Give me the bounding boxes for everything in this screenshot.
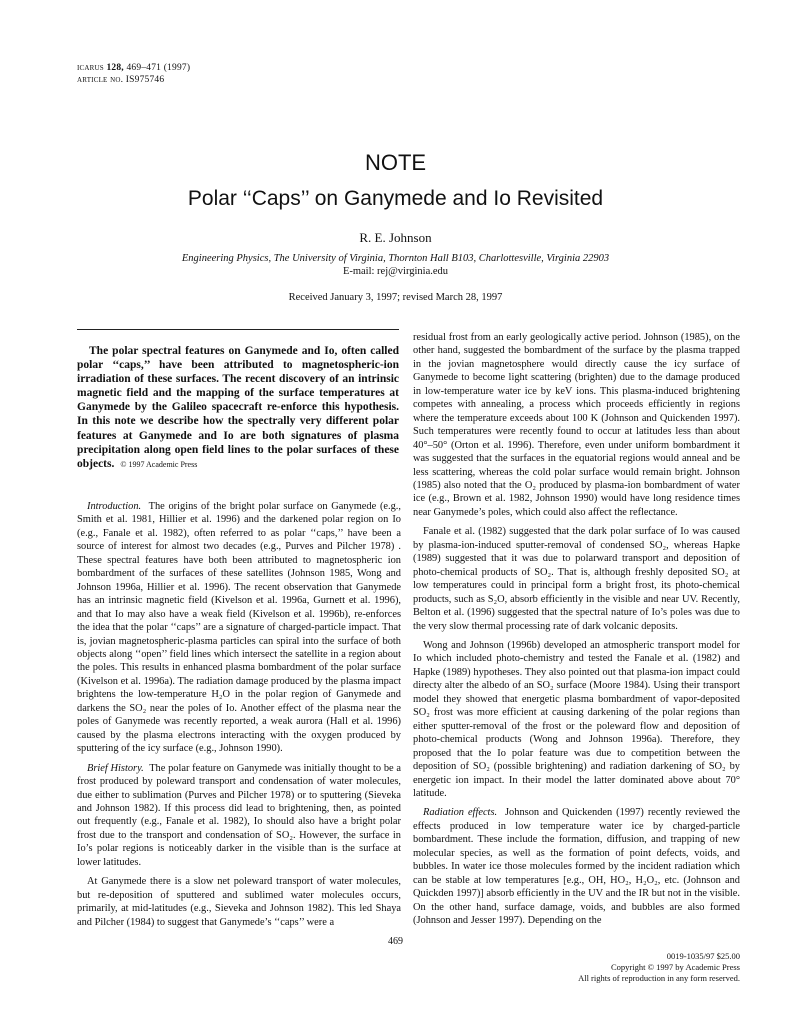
- journal-citation: [77, 62, 190, 86]
- right-paragraph-1: residual frost from an early geologically active period. Johnson (1985), on the other hand, suggested the bombardment of the surface by the plasma trapped in the jovian magnetosphere would directly cause the icy surface of Ganymede to become light scattering (brighten) due to the damage produced in low-temperature water ice by keV ions. This plasma-induced brightening competes with annealing, a process which proceeds efficiently in regions where the temperature exceeds about 100 K (Johnson and Quickenden 1997). Such temperatures were recently found to occur at latitudes less than about 40°–50° (Orton et al. 1996). Therefore, even under uniform bombardment it was suggested that the surfaces in the equatorial regions would anneal and be less scattering, whereas the cold polar surface would remain bright. Johnson (1985) also noted that the O₂ produced by plasma-ion bombardment of water ice (e.g., Brown et al. 1982, Johnson 1990) would have long residence times near Ganymede’s poles, which could also affect the reflectance.: [413, 332, 740, 518]
- affiliation: Engineering Physics, The University of Virginia, Thornton Hall B103, Charlottesville, Virginia 22903: [181, 253, 610, 264]
- article-label: article no.: [77, 75, 124, 85]
- abstract-copyright: © 1997 Academic Press: [120, 459, 198, 469]
- history-text: The polar feature on Ganymede was initially thought to be a frost produced by poleward transport and condensation of water molecules, due either to sublimation (Purves and Pilcher 1978) or to sputtering (Sieveka and Johnson 1982). If this process did lead to brightening, then, as pointed out frequently (e.g., Fanale et al. 1982), Io should also have a bright polar frost due to the transport and condensation of SO₂. However, the surface in Io’s polar regions is noticeably darker in the visible than is the surface at lower latitudes.: [77, 762, 401, 868]
- footer-rights: All rights of reproduction in any form reserved.: [578, 973, 740, 983]
- effects-heading: Radiation effects.: [423, 807, 498, 819]
- right-paragraph-3: Wong and Johnson (1996b) developed an atmospheric transport model for Io which included photo-chemistry and tested the Fanale et al. (1982) and Hapke (1989) hypotheses. They also pointed out that plasma-ion impact could directy alter the albedo of an SO₂ surface (Moore 1984). Using their transport model they showed that energetic plasma bombardment of vapor-deposited SO₂ frost was more efficient at causing darkening of the polar regions than either sputter-removal of the frost or the poleward flow and deposition of photo-chemical products (Wong and Johnson 1996a). Therefore, they proposed that the Io polar feature was due to competition between the deposition of SO₂ (possible brightening) and radiation darkening of SO₂ by energetic ion impact. In their model the latter dominated above about 70° latitude.: [413, 639, 740, 799]
- journal-name: icarus: [77, 63, 104, 73]
- abstract-text: The polar spectral features on Ganymede and Io, often called polar ‘‘caps,’’ have been attributed to magnetospheric-ion irradiation of these surfaces. The recent discovery of an intrinsic magnetic field and the mapping of the surface temperatures at Ganymede by the Galileo spacecraft re-enforce this hypothesis. In this note we describe how the spectrally very different polar features at Ganymede and Io are both signatures of plasma precipitation along open field lines to the polar surfaces of these objects.: [77, 345, 399, 470]
- history-heading: Brief History.: [87, 762, 144, 774]
- history-paragraph: [77, 762, 401, 870]
- footer-copyright: Copyright © 1997 by Academic Press: [611, 962, 740, 972]
- right-paragraph-2: Fanale et al. (1982) suggested that the dark polar surface of Io was caused by plasma-ion-induced sputter-removal of condensed SO₂, whereas Hapke (1989) suggested that it was due to polarward transport and deposition of photo-chemical products of SO₂. That is, although freshly deposited SO₂ at low temperatures could in principal form a bright frost, its photo-chemical products, such as S₂O, absorb efficiently in the visible and near UV. Recently, Belton et al. (1996) suggested that the spectral nature of Io’s poles was due to the very slow thermal processing rate of dark volcanic deposits.: [413, 526, 740, 632]
- intro-text: The origins of the bright polar surface on Ganymede (e.g., Smith et al. 1981, Hillier et al. 1996) and the darkened polar region on Io (e.g., Fanale et al. 1982), often referred to as polar ‘‘caps,’’ have been a source of interest for almost two decades (e.g., Purves and Pilcher 1978) . These spectral features have both been attributed to magnetospheric ion bombardment of the surfaces of these satellites (Johnson 1985, Wong and Johnson 1996a, Hillier et al. 1996). The recent observation that Ganymede has an intrinsic magnetic field (Kivelson et al. 1996a, Gurnett et al. 1996), and that Io may also have a weak field (Kivelson et al. 1996b), re-enforces the idea that the polar ‘‘caps’’ are a signature of charged-particle impact. That is, jovian magnetospheric-plasma particles can spiral into the surface of both objects along ‘‘open’’ field lines which intersect the satellite in a region about the poles. This results in enhanced plasma bombardment of the polar surface (Kivelson et al. 1996a). The radiation damage produced by the plasma impact brightens the low-temperature H₂O in the polar region of Ganymede and darkens the SO₂ near the poles of Io. Another effect of the plasma near the poles of Ganymede was recently reported, a weak aurora (Hall et al. 1996) caused by the plasma electrons interacting with the oxygen produced by sputtering of the icy surface (e.g., Johnson 1990).: [77, 501, 402, 755]
- footer-issn: 0019-1035/97 $25.00: [666, 951, 740, 961]
- journal-pages: 469–471 (1997): [126, 63, 191, 73]
- affiliation-block: [0, 252, 791, 278]
- article-id: IS975746: [125, 75, 165, 85]
- abstract: [77, 344, 399, 472]
- note-heading: NOTE: [364, 150, 427, 175]
- author: R. E. Johnson: [359, 230, 432, 245]
- journal-volume: 128,: [106, 63, 124, 73]
- effects-text: Johnson and Quickenden (1997) recently reviewed the effects produced in low temperature water ice by charged-particle bombardment. These include the formation, diffusion, and trapping of new molecular species, as well as the formation of point defects, voids, and bubbles. In water ice those molecules formed by the incident radiation which can be stable at low temperatures [e.g., OH, HO₂, H₂O₂, etc. (Johnson and Quickden 1997)] absorb efficiently in the UV and the IR but not in the visible. On the other hand, surface damage, voids, and bubbles are also formed (Johnson and Jesser 1997). Depending on the: [413, 807, 740, 927]
- left-column: [77, 500, 401, 929]
- paper-title: Polar ‘‘Caps’’ on Ganymede and Io Revisited: [187, 187, 604, 210]
- footer: [578, 951, 740, 984]
- left-paragraph-3: At Ganymede there is a slow net poleward transport of water molecules, but re-deposition of sputtered and sublimed water molecules occurs, primarily, at mid-latitudes (e.g., Sieveka and Johnson 1982). This led Shaya and Pilcher (1984) to suggest that Ganymede’s ‘‘caps’’ were a: [77, 876, 401, 928]
- intro-paragraph: [77, 500, 401, 756]
- effects-paragraph: [413, 806, 740, 927]
- right-column: [413, 331, 740, 927]
- received-dates: Received January 3, 1997; revised March 28, 1997: [288, 292, 503, 303]
- email: E-mail: rej@virginia.edu: [342, 266, 449, 277]
- abstract-rule: [77, 329, 399, 330]
- page-number: 469: [388, 936, 403, 947]
- intro-heading: Introduction.: [87, 501, 142, 512]
